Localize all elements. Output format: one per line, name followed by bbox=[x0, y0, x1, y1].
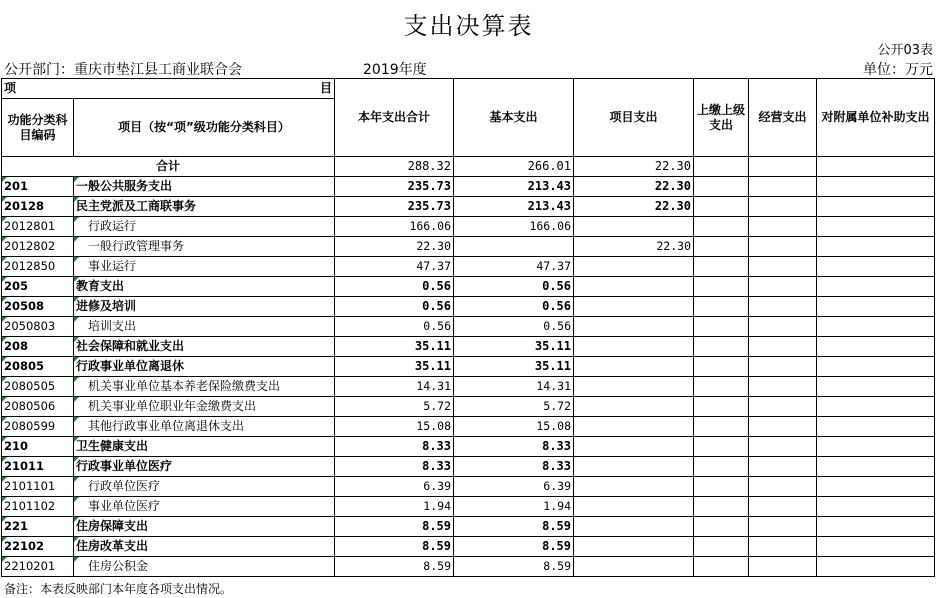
row-total: 8.59 bbox=[335, 537, 454, 557]
cell-marker-icon bbox=[74, 537, 79, 542]
row-name bbox=[74, 437, 335, 457]
row-basic: 0.56 bbox=[454, 297, 574, 317]
row-basic: 5.72 bbox=[454, 397, 574, 417]
row-upper bbox=[694, 517, 749, 537]
row-code-text: 20128 bbox=[4, 199, 45, 213]
cell-marker-icon bbox=[2, 217, 7, 222]
row-code bbox=[2, 337, 74, 357]
row-total: 0.56 bbox=[335, 297, 454, 317]
cell-marker-icon bbox=[2, 377, 7, 382]
row-code bbox=[2, 357, 74, 377]
row-code-text: 21011 bbox=[4, 459, 45, 473]
cell-marker-icon bbox=[74, 497, 79, 502]
row-code-text: 208 bbox=[4, 339, 29, 353]
row-subsidy bbox=[817, 457, 935, 477]
row-name bbox=[74, 477, 335, 497]
row-subsidy bbox=[817, 317, 935, 337]
table-row bbox=[2, 277, 935, 297]
row-total: 0.56 bbox=[335, 317, 454, 337]
row-total: 1.94 bbox=[335, 497, 454, 517]
row-project bbox=[574, 477, 694, 497]
row-project bbox=[574, 337, 694, 357]
row-subsidy bbox=[817, 497, 935, 517]
row-basic: 35.11 bbox=[454, 337, 574, 357]
row-business bbox=[749, 217, 817, 237]
row-basic: 8.59 bbox=[454, 517, 574, 537]
row-name-text: 机关事业单位职业年金缴费支出 bbox=[88, 399, 257, 413]
table-row bbox=[2, 197, 935, 217]
row-total: 0.56 bbox=[335, 277, 454, 297]
row-upper bbox=[694, 457, 749, 477]
row-code-text: 2101101 bbox=[4, 479, 56, 493]
row-total: 35.11 bbox=[335, 357, 454, 377]
table-row bbox=[2, 297, 935, 317]
row-subsidy bbox=[817, 517, 935, 537]
row-name bbox=[74, 357, 335, 377]
row-basic: 14.31 bbox=[454, 377, 574, 397]
row-subsidy bbox=[817, 257, 935, 277]
row-basic: 166.06 bbox=[454, 217, 574, 237]
row-total: 14.31 bbox=[335, 377, 454, 397]
row-upper bbox=[694, 337, 749, 357]
row-subsidy bbox=[817, 477, 935, 497]
row-business bbox=[749, 397, 817, 417]
table-row bbox=[2, 257, 935, 277]
total-sum: 288.32 bbox=[335, 157, 454, 177]
total-upper bbox=[694, 157, 749, 177]
total-business bbox=[749, 157, 817, 177]
row-code bbox=[2, 177, 74, 197]
row-code bbox=[2, 437, 74, 457]
row-business bbox=[749, 417, 817, 437]
total-subsidy bbox=[817, 157, 935, 177]
cell-marker-icon bbox=[74, 237, 79, 242]
row-name-text: 行政运行 bbox=[88, 219, 137, 233]
row-name bbox=[74, 457, 335, 477]
row-subsidy bbox=[817, 397, 935, 417]
row-basic: 1.94 bbox=[454, 497, 574, 517]
cell-marker-icon bbox=[2, 357, 7, 362]
header-xiang: 项 bbox=[4, 81, 17, 95]
row-code bbox=[2, 397, 74, 417]
row-business bbox=[749, 497, 817, 517]
row-name-text: 机关事业单位基本养老保险缴费支出 bbox=[88, 379, 281, 393]
department-label: 公开部门：重庆市垫江县工商业联合会 bbox=[4, 62, 242, 78]
row-name bbox=[74, 497, 335, 517]
cell-marker-icon bbox=[74, 317, 79, 322]
cell-marker-icon bbox=[74, 417, 79, 422]
cell-marker-icon bbox=[74, 357, 79, 362]
cell-marker-icon bbox=[2, 277, 7, 282]
row-name-text: 卫生健康支出 bbox=[76, 439, 149, 453]
row-total: 47.37 bbox=[335, 257, 454, 277]
row-upper bbox=[694, 317, 749, 337]
row-code bbox=[2, 277, 74, 297]
table-row bbox=[2, 517, 935, 537]
row-name bbox=[74, 257, 335, 277]
row-upper bbox=[694, 237, 749, 257]
row-name bbox=[74, 237, 335, 257]
row-subsidy bbox=[817, 217, 935, 237]
row-total: 35.11 bbox=[335, 337, 454, 357]
row-upper bbox=[694, 477, 749, 497]
cell-marker-icon bbox=[74, 197, 79, 202]
row-business bbox=[749, 197, 817, 217]
row-name bbox=[74, 377, 335, 397]
cell-marker-icon bbox=[2, 197, 7, 202]
row-subsidy bbox=[817, 297, 935, 317]
row-name bbox=[74, 277, 335, 297]
row-basic: 8.33 bbox=[454, 437, 574, 457]
fiscal-year: 2019年度 bbox=[363, 62, 427, 78]
table-row bbox=[2, 177, 935, 197]
header-xiangmu bbox=[2, 79, 335, 99]
row-name bbox=[74, 417, 335, 437]
cell-marker-icon bbox=[74, 297, 79, 302]
row-project: 22.30 bbox=[574, 177, 694, 197]
row-business bbox=[749, 477, 817, 497]
row-subsidy bbox=[817, 417, 935, 437]
row-code-text: 2012802 bbox=[4, 239, 56, 253]
row-code-text: 201 bbox=[4, 179, 29, 193]
cell-marker-icon bbox=[74, 397, 79, 402]
header-upper: 上缴上级支出 bbox=[694, 79, 749, 157]
row-business bbox=[749, 357, 817, 377]
header-project: 项目支出 bbox=[574, 79, 694, 157]
row-basic: 6.39 bbox=[454, 477, 574, 497]
unit-label: 单位：万元 bbox=[863, 62, 933, 78]
row-subsidy bbox=[817, 437, 935, 457]
row-project bbox=[574, 377, 694, 397]
row-basic: 0.56 bbox=[454, 317, 574, 337]
row-code bbox=[2, 517, 74, 537]
form-number: 公开03表 bbox=[877, 43, 933, 58]
row-code-text: 210 bbox=[4, 439, 29, 453]
row-business bbox=[749, 457, 817, 477]
cell-marker-icon bbox=[2, 297, 7, 302]
table-row bbox=[2, 457, 935, 477]
row-project bbox=[574, 457, 694, 477]
row-basic: 15.08 bbox=[454, 417, 574, 437]
row-basic: 8.59 bbox=[454, 557, 574, 577]
row-subsidy bbox=[817, 557, 935, 577]
row-subsidy bbox=[817, 377, 935, 397]
row-code-text: 20805 bbox=[4, 359, 45, 373]
row-total: 8.33 bbox=[335, 437, 454, 457]
row-basic bbox=[454, 237, 574, 257]
table-row bbox=[2, 557, 935, 577]
row-project bbox=[574, 317, 694, 337]
row-name-text: 事业单位医疗 bbox=[88, 499, 161, 513]
cell-marker-icon bbox=[2, 497, 7, 502]
row-name-text: 行政单位医疗 bbox=[88, 479, 161, 493]
row-code bbox=[2, 537, 74, 557]
row-name bbox=[74, 317, 335, 337]
row-business bbox=[749, 537, 817, 557]
row-subsidy bbox=[817, 357, 935, 377]
row-basic: 8.33 bbox=[454, 457, 574, 477]
row-upper bbox=[694, 557, 749, 577]
row-name-text: 住房公积金 bbox=[88, 559, 149, 573]
row-total: 8.59 bbox=[335, 557, 454, 577]
row-basic: 8.59 bbox=[454, 537, 574, 557]
row-total: 5.72 bbox=[335, 397, 454, 417]
row-name-text: 教育支出 bbox=[76, 279, 125, 293]
row-name-text: 事业运行 bbox=[88, 259, 137, 273]
row-upper bbox=[694, 197, 749, 217]
row-code-text: 221 bbox=[4, 519, 29, 533]
row-code bbox=[2, 237, 74, 257]
row-subsidy bbox=[817, 337, 935, 357]
header-basic: 基本支出 bbox=[454, 79, 574, 157]
row-basic: 213.43 bbox=[454, 177, 574, 197]
table-row bbox=[2, 397, 935, 417]
row-name-text: 一般行政管理事务 bbox=[88, 239, 185, 253]
row-upper bbox=[694, 397, 749, 417]
header-business: 经营支出 bbox=[749, 79, 817, 157]
row-code bbox=[2, 477, 74, 497]
row-upper bbox=[694, 297, 749, 317]
row-code-text: 2101102 bbox=[4, 499, 56, 513]
row-business bbox=[749, 237, 817, 257]
row-upper bbox=[694, 377, 749, 397]
row-code-text: 2080505 bbox=[4, 379, 56, 393]
table-row bbox=[2, 317, 935, 337]
row-project: 22.30 bbox=[574, 197, 694, 217]
cell-marker-icon bbox=[2, 457, 7, 462]
table-row bbox=[2, 537, 935, 557]
row-name-text: 住房保障支出 bbox=[76, 519, 149, 533]
row-code bbox=[2, 497, 74, 517]
header-code: 功能分类科目编码 bbox=[2, 99, 74, 157]
cell-marker-icon bbox=[74, 517, 79, 522]
row-project bbox=[574, 557, 694, 577]
row-name-text: 社会保障和就业支出 bbox=[76, 339, 185, 353]
row-project bbox=[574, 277, 694, 297]
cell-marker-icon bbox=[2, 317, 7, 322]
row-business bbox=[749, 317, 817, 337]
row-name bbox=[74, 297, 335, 317]
header-subsidy: 对附属单位补助支出 bbox=[817, 79, 935, 157]
cell-marker-icon bbox=[2, 397, 7, 402]
cell-marker-icon bbox=[2, 517, 7, 522]
cell-marker-icon bbox=[2, 417, 7, 422]
cell-marker-icon bbox=[74, 477, 79, 482]
row-project bbox=[574, 497, 694, 517]
cell-marker-icon bbox=[74, 277, 79, 282]
cell-marker-icon bbox=[74, 377, 79, 382]
row-code-text: 2012850 bbox=[4, 259, 56, 273]
row-project bbox=[574, 517, 694, 537]
row-basic: 35.11 bbox=[454, 357, 574, 377]
row-project bbox=[574, 437, 694, 457]
row-code-text: 205 bbox=[4, 279, 29, 293]
row-code bbox=[2, 317, 74, 337]
cell-marker-icon bbox=[2, 257, 7, 262]
row-name bbox=[74, 537, 335, 557]
row-name bbox=[74, 177, 335, 197]
row-code-text: 2080599 bbox=[4, 419, 56, 433]
row-business bbox=[749, 557, 817, 577]
row-subsidy bbox=[817, 197, 935, 217]
row-basic: 213.43 bbox=[454, 197, 574, 217]
row-upper bbox=[694, 357, 749, 377]
row-project bbox=[574, 397, 694, 417]
row-business bbox=[749, 337, 817, 357]
row-name-text: 培训支出 bbox=[88, 319, 137, 333]
table-row bbox=[2, 437, 935, 457]
row-code bbox=[2, 377, 74, 397]
row-project bbox=[574, 357, 694, 377]
row-subsidy bbox=[817, 277, 935, 297]
page-title: 支出决算表 bbox=[403, 12, 534, 40]
row-upper bbox=[694, 537, 749, 557]
total-row bbox=[2, 157, 935, 177]
row-business bbox=[749, 277, 817, 297]
row-upper bbox=[694, 257, 749, 277]
table-row bbox=[2, 337, 935, 357]
row-code bbox=[2, 197, 74, 217]
table-row bbox=[2, 357, 935, 377]
cell-marker-icon bbox=[74, 557, 79, 562]
row-business bbox=[749, 437, 817, 457]
row-basic: 0.56 bbox=[454, 277, 574, 297]
table-row bbox=[2, 217, 935, 237]
row-upper bbox=[694, 277, 749, 297]
row-total: 15.08 bbox=[335, 417, 454, 437]
row-name-text: 民主党派及工商联事务 bbox=[76, 199, 197, 213]
row-code bbox=[2, 297, 74, 317]
row-upper bbox=[694, 437, 749, 457]
row-total: 6.39 bbox=[335, 477, 454, 497]
table-row bbox=[2, 377, 935, 397]
total-basic: 266.01 bbox=[454, 157, 574, 177]
row-name bbox=[74, 217, 335, 237]
cell-marker-icon bbox=[2, 177, 7, 182]
cell-marker-icon bbox=[2, 537, 7, 542]
row-code-text: 2050803 bbox=[4, 319, 56, 333]
row-subsidy bbox=[817, 237, 935, 257]
row-upper bbox=[694, 177, 749, 197]
row-code-text: 2210201 bbox=[4, 559, 56, 573]
row-subsidy bbox=[817, 537, 935, 557]
row-upper bbox=[694, 497, 749, 517]
row-name-text: 其他行政事业单位离退休支出 bbox=[88, 419, 245, 433]
row-basic: 47.37 bbox=[454, 257, 574, 277]
row-business bbox=[749, 177, 817, 197]
cell-marker-icon bbox=[2, 437, 7, 442]
table-row bbox=[2, 477, 935, 497]
row-code-text: 22102 bbox=[4, 539, 45, 553]
row-name bbox=[74, 337, 335, 357]
row-code bbox=[2, 557, 74, 577]
row-project bbox=[574, 417, 694, 437]
row-code bbox=[2, 417, 74, 437]
cell-marker-icon bbox=[2, 237, 7, 242]
header-total: 本年支出合计 bbox=[335, 79, 454, 157]
cell-marker-icon bbox=[2, 337, 7, 342]
table-row bbox=[2, 417, 935, 437]
row-business bbox=[749, 377, 817, 397]
row-business bbox=[749, 297, 817, 317]
row-code-text: 20508 bbox=[4, 299, 45, 313]
total-project: 22.30 bbox=[574, 157, 694, 177]
row-business bbox=[749, 257, 817, 277]
table-row bbox=[2, 237, 935, 257]
row-name bbox=[74, 517, 335, 537]
row-code bbox=[2, 257, 74, 277]
cell-marker-icon bbox=[74, 177, 79, 182]
row-business bbox=[749, 517, 817, 537]
cell-marker-icon bbox=[74, 457, 79, 462]
row-project: 22.30 bbox=[574, 237, 694, 257]
row-total: 235.73 bbox=[335, 177, 454, 197]
row-code bbox=[2, 457, 74, 477]
row-code bbox=[2, 217, 74, 237]
row-total: 22.30 bbox=[335, 237, 454, 257]
row-name bbox=[74, 557, 335, 577]
row-code-text: 2012801 bbox=[4, 219, 56, 233]
cell-marker-icon bbox=[2, 477, 7, 482]
cell-marker-icon bbox=[74, 437, 79, 442]
row-project bbox=[574, 257, 694, 277]
row-code-text: 2080506 bbox=[4, 399, 56, 413]
table-row bbox=[2, 497, 935, 517]
row-total: 8.33 bbox=[335, 457, 454, 477]
row-name bbox=[74, 397, 335, 417]
footnote: 备注：本表反映部门本年度各项支出情况。 bbox=[4, 582, 233, 596]
row-upper bbox=[694, 217, 749, 237]
row-subsidy bbox=[817, 177, 935, 197]
row-name-text: 行政事业单位离退休 bbox=[76, 359, 185, 373]
row-name-text: 一般公共服务支出 bbox=[76, 179, 173, 193]
row-name-text: 行政事业单位医疗 bbox=[76, 459, 173, 473]
row-total: 235.73 bbox=[335, 197, 454, 217]
row-total: 8.59 bbox=[335, 517, 454, 537]
total-label: 合计 bbox=[2, 157, 335, 177]
header-name: 项目（按“项”级功能分类科目） bbox=[74, 99, 335, 157]
row-upper bbox=[694, 417, 749, 437]
cell-marker-icon bbox=[74, 257, 79, 262]
cell-marker-icon bbox=[74, 337, 79, 342]
row-name-text: 进修及培训 bbox=[76, 299, 137, 313]
row-project bbox=[574, 217, 694, 237]
expenditure-table bbox=[1, 78, 935, 577]
cell-marker-icon bbox=[2, 557, 7, 562]
row-name bbox=[74, 197, 335, 217]
row-total: 166.06 bbox=[335, 217, 454, 237]
header-mu: 目 bbox=[319, 81, 332, 95]
row-project bbox=[574, 537, 694, 557]
cell-marker-icon bbox=[74, 217, 79, 222]
row-project bbox=[574, 297, 694, 317]
row-name-text: 住房改革支出 bbox=[76, 539, 149, 553]
